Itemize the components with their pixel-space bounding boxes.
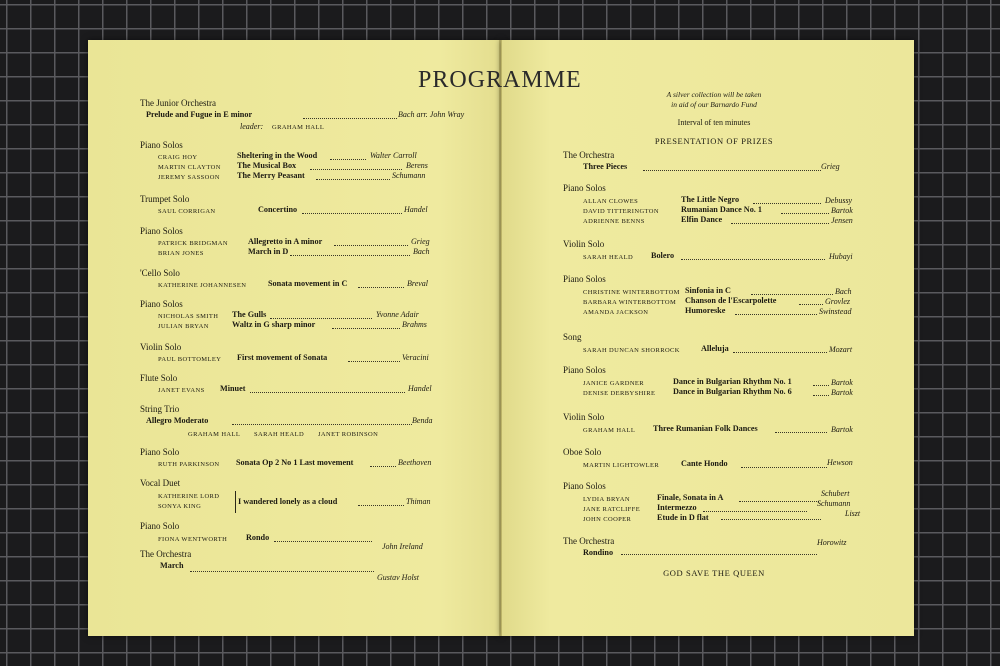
leader-dots — [813, 385, 829, 386]
leader-dots — [316, 179, 390, 180]
composer: Thiman — [406, 497, 431, 506]
performer: AMANDA JACKSON — [583, 309, 649, 316]
piece-title: The Musical Box — [237, 161, 297, 170]
composer: Grieg — [411, 237, 430, 246]
performer: JOHN COOPER — [583, 516, 632, 523]
performer: MARTIN CLAYTON — [158, 164, 221, 171]
piece-title: Prelude and Fugue in E minor — [146, 110, 253, 119]
piano-solos-section-1 — [140, 140, 428, 181]
violin-solo-section — [140, 342, 429, 363]
composer: Horowitz — [817, 538, 847, 547]
leader-dots — [735, 314, 817, 315]
violin-solo-section-r1 — [563, 239, 853, 261]
performer: SAUL CORRIGAN — [158, 208, 216, 215]
composer: Veracini — [402, 353, 429, 362]
performer: JANET EVANS — [158, 387, 205, 394]
piece-title: Three Pieces — [583, 162, 628, 171]
leader-dots — [348, 361, 400, 362]
leader-dots — [775, 432, 827, 433]
leader-dots — [270, 318, 372, 319]
prizes-heading: PRESENTATION OF PRIZES — [654, 136, 774, 146]
anthem-line: GOD SAVE THE QUEEN — [663, 568, 765, 578]
composer: Gustav Holst — [377, 573, 419, 582]
programme-booklet — [88, 40, 914, 636]
piece-title: Allegretto in A minor — [248, 237, 323, 246]
composer: Swinstead — [819, 307, 852, 316]
composer: Benda — [412, 416, 433, 425]
leader-dots — [733, 352, 827, 353]
collection-note-line2: in aid of our Barnardo Fund — [671, 100, 757, 109]
piano-solos-section-2 — [140, 226, 430, 257]
performer: RUTH PARKINSON — [158, 461, 220, 468]
piece-title: The Gulls — [232, 310, 267, 319]
leader-dots — [274, 541, 372, 542]
piece-title: Alleluja — [701, 344, 729, 353]
piece-title: Etude in D flat — [657, 513, 709, 522]
performer: GRAHAM HALL — [188, 431, 241, 438]
composer: Grovlez — [825, 297, 851, 306]
piece-title: Rondino — [583, 548, 614, 557]
section-heading: Violin Solo — [563, 412, 605, 422]
section-heading: Piano Solos — [140, 226, 183, 236]
composer: Handel — [408, 384, 432, 393]
composer: Hubayi — [829, 252, 853, 261]
piece-title: Sonata movement in C — [268, 279, 348, 288]
string-trio-section — [140, 404, 433, 438]
leader-dots — [332, 328, 400, 329]
piece-title: Intermezzo — [657, 503, 697, 512]
leader-dots — [302, 213, 402, 214]
performer: JANET ROBINSON — [318, 431, 379, 438]
performer: ALLAN CLOWES — [583, 198, 639, 205]
leader-dots — [813, 395, 829, 396]
flute-solo-section — [140, 373, 432, 394]
piece-title: The Merry Peasant — [237, 171, 305, 180]
leader-dots — [303, 118, 397, 119]
section-heading: Piano Solo — [140, 521, 180, 531]
section-heading: Piano Solos — [563, 183, 606, 193]
leader-dots — [310, 169, 402, 170]
performer: SARAH HEALD — [254, 431, 305, 438]
piece-title: Allegro Moderato — [146, 416, 209, 425]
piece-title: Finale, Sonata in A — [657, 493, 724, 502]
piano-solos-section-3 — [140, 299, 427, 330]
section-heading: String Trio — [140, 404, 180, 414]
section-heading: Piano Solos — [563, 274, 606, 284]
composer: Brahms — [402, 320, 427, 329]
performer: BARBARA WINTERBOTTOM — [583, 299, 677, 306]
junior-orchestra-section — [140, 98, 465, 131]
piano-solos-section-r1 — [563, 183, 853, 225]
leader-name: GRAHAM HALL — [272, 124, 325, 131]
piece-title: Elfin Dance — [681, 215, 723, 224]
performer: SARAH DUNCAN SHORROCK — [583, 347, 680, 354]
composer: Bach arr. John Wray — [398, 110, 465, 119]
section-heading: Piano Solos — [563, 365, 606, 375]
leader-dots — [753, 203, 821, 204]
piece-title: Rumanian Dance No. 1 — [681, 205, 762, 214]
leader-dots — [751, 294, 833, 295]
leader-dots — [290, 255, 410, 256]
leader-dots — [358, 505, 404, 506]
violin-solo-section-r2 — [563, 412, 853, 434]
piece-title: Sinfonia in C — [685, 286, 731, 295]
composer: Schumann — [817, 499, 851, 508]
piece-title: March — [160, 561, 184, 570]
piece-title: Concertino — [258, 205, 298, 214]
composer: Liszt — [845, 509, 861, 518]
performer: CRAIG HOY — [158, 154, 198, 161]
piano-solo-section-4 — [140, 447, 432, 468]
composer: Schumann — [392, 171, 426, 180]
piece-title: Bolero — [651, 251, 675, 260]
composer: Grieg — [821, 162, 840, 171]
piece-title: Sheltering in the Wood — [237, 151, 318, 160]
piece-title: March in D — [248, 247, 289, 256]
piano-solo-section-5 — [140, 521, 423, 551]
piece-title: Chanson de l'Escarpolette — [685, 296, 777, 305]
booklet-spine — [499, 40, 502, 636]
piece-title: First movement of Sonata — [237, 353, 328, 362]
section-heading: Violin Solo — [563, 239, 605, 249]
performer: PAUL BOTTOMLEY — [158, 356, 222, 363]
leader-dots — [703, 511, 807, 512]
performer: BRIAN JONES — [158, 250, 204, 257]
piece-title: I wandered lonely as a cloud — [238, 497, 338, 506]
trumpet-solo-section — [140, 194, 428, 215]
leader-dots — [721, 519, 821, 520]
composer: Debussy — [825, 196, 853, 205]
section-heading: Piano Solos — [140, 299, 183, 309]
piece-title: Waltz in G sharp minor — [232, 320, 316, 329]
section-heading: Flute Solo — [140, 373, 178, 383]
composer: Mozart — [829, 345, 853, 354]
performer: JANE RATCLIFFE — [583, 506, 641, 513]
performer: MARTIN LIGHTOWLER — [583, 462, 660, 469]
composer: Jensen — [831, 216, 853, 225]
section-heading: Piano Solos — [140, 140, 183, 150]
performer: KATHERINE JOHANNESEN — [158, 282, 247, 289]
leader-dots — [799, 304, 823, 305]
leader-dots — [731, 223, 829, 224]
duet-brace — [232, 491, 236, 513]
piece-title: The Little Negro — [681, 195, 740, 204]
performer: SONYA KING — [158, 503, 202, 510]
composer: Yvonne Adair — [376, 310, 419, 319]
section-heading: Trumpet Solo — [140, 194, 190, 204]
composer: Bartok — [831, 378, 853, 387]
section-heading: The Junior Orchestra — [140, 98, 216, 108]
section-heading: 'Cello Solo — [140, 268, 180, 278]
performer: JANICE GARDNER — [583, 380, 645, 387]
composer: Bartok — [831, 388, 853, 397]
piece-title: Sonata Op 2 No 1 Last movement — [236, 458, 354, 467]
composer: Berens — [406, 161, 428, 170]
performer: LYDIA BRYAN — [583, 496, 630, 503]
leader-dots — [330, 159, 366, 160]
oboe-solo-section — [563, 447, 853, 469]
performer: DENISE DERBYSHIRE — [583, 390, 656, 397]
section-heading: Piano Solos — [563, 481, 606, 491]
section-heading: Violin Solo — [140, 342, 182, 352]
orchestra-section — [140, 549, 419, 582]
performer: SARAH HEALD — [583, 254, 634, 261]
section-heading: Vocal Duet — [140, 478, 181, 488]
leader-dots — [334, 245, 408, 246]
leader-dots — [250, 392, 405, 393]
piece-title: Dance in Bulgarian Rhythm No. 6 — [673, 387, 792, 396]
piece-title: Dance in Bulgarian Rhythm No. 1 — [673, 377, 792, 386]
piece-title: Minuet — [220, 384, 246, 393]
collection-note-line1: A silver collection will be taken — [666, 90, 762, 99]
cello-solo-section — [140, 268, 429, 289]
section-heading: Song — [563, 332, 582, 342]
section-heading: The Orchestra — [563, 150, 615, 160]
performer: ADRIENNE BENNS — [583, 218, 645, 225]
song-section — [563, 332, 853, 354]
section-heading: Piano Solo — [140, 447, 180, 457]
vocal-duet-section — [140, 478, 431, 510]
section-heading: The Orchestra — [563, 536, 615, 546]
piano-solos-section-r2 — [563, 274, 852, 316]
piano-solos-section-r4 — [563, 481, 861, 523]
performer: JEREMY SASSOON — [158, 174, 220, 181]
programme-title: PROGRAMME — [418, 67, 582, 93]
composer: Schubert — [821, 489, 850, 498]
composer: Bach — [413, 247, 430, 256]
performer: DAVID TITTERINGTON — [583, 208, 659, 215]
leader-dots — [781, 213, 829, 214]
composer: Hewson — [827, 458, 853, 467]
performer: CHRISTINE WINTERBOTTOM — [583, 289, 680, 296]
performer: JULIAN BRYAN — [158, 323, 209, 330]
performer: GRAHAM HALL — [583, 427, 636, 434]
leader-dots — [358, 287, 404, 288]
composer: Bartok — [831, 425, 853, 434]
performer: KATHERINE LORD — [158, 493, 220, 500]
leader-dots — [621, 554, 817, 555]
section-heading: The Orchestra — [140, 549, 192, 559]
leader-dots — [370, 466, 396, 467]
composer: Beethoven — [398, 458, 432, 467]
piece-title: Humoreske — [685, 306, 726, 315]
leader-dots — [741, 467, 827, 468]
leader-dots — [681, 259, 825, 260]
performer: PATRICK BRIDGMAN — [158, 240, 228, 247]
composer: Walter Carroll — [370, 151, 417, 160]
leader-dots — [643, 170, 821, 171]
composer: Bartok — [831, 206, 853, 215]
composer: Handel — [404, 205, 428, 214]
performer: NICHOLAS SMITH — [158, 313, 219, 320]
composer: Breval — [407, 279, 429, 288]
interval-note: Interval of ten minutes — [677, 118, 751, 127]
composer: Bach — [835, 287, 852, 296]
leader-label: leader: — [240, 122, 264, 131]
section-heading: Oboe Solo — [563, 447, 602, 457]
composer: John Ireland — [382, 542, 423, 551]
leader-dots — [739, 501, 819, 502]
piece-title: Rondo — [246, 533, 270, 542]
piece-title: Cante Hondo — [681, 459, 728, 468]
orchestra-section-1 — [563, 150, 840, 171]
orchestra-section-2 — [563, 536, 847, 557]
leader-dots — [232, 424, 412, 425]
performer: FIONA WENTWORTH — [158, 536, 228, 543]
piece-title: Three Rumanian Folk Dances — [653, 424, 758, 433]
piano-solos-section-r3 — [563, 365, 853, 397]
leader-dots — [190, 571, 374, 572]
